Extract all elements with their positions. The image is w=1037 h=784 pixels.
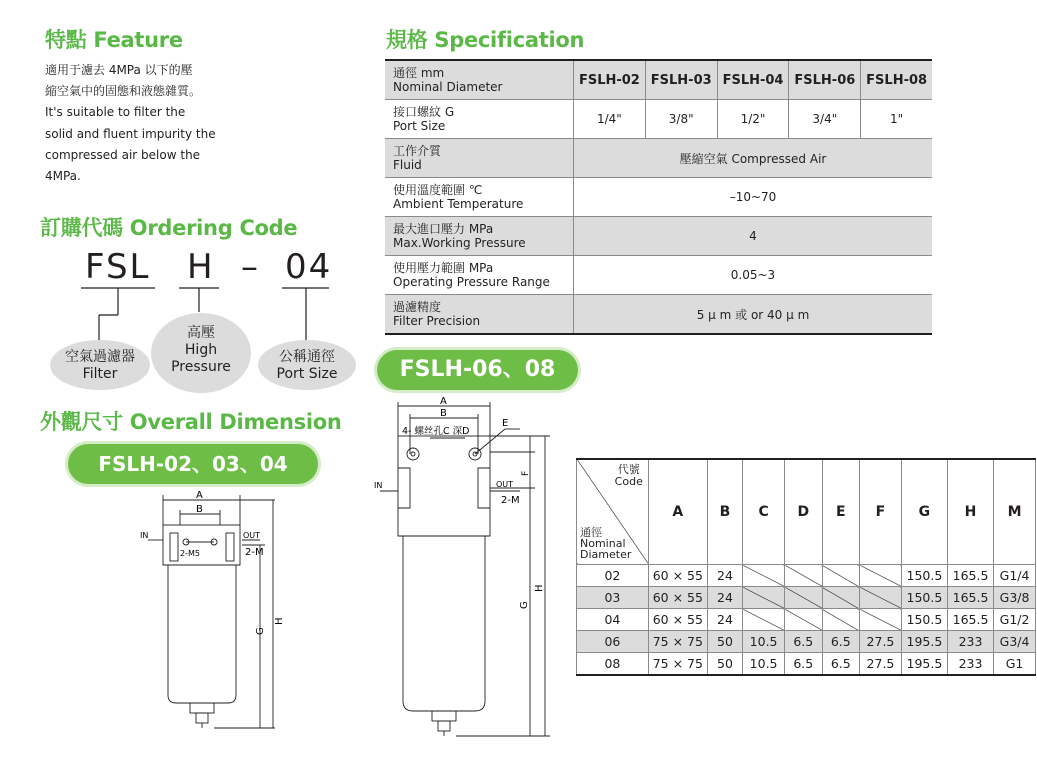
- dim-cell: G3/8: [994, 587, 1036, 609]
- dim-label-b: B: [440, 408, 447, 419]
- feature-line: compressed air below the: [45, 147, 201, 162]
- dim-col-header: A: [648, 459, 707, 565]
- feature-line: 適用于濾去 4MPa 以下的壓: [45, 63, 193, 77]
- mount-holes-label: 2-M5: [180, 549, 200, 558]
- dim-cell: 165.5: [947, 565, 993, 587]
- spec-port-value: 3/8": [645, 100, 717, 139]
- dim-cell: 195.5: [901, 653, 947, 676]
- overall-dimension-title: 外觀尺寸 Overall Dimension: [40, 410, 342, 434]
- dim-cell: 6.5: [822, 631, 860, 653]
- spec-row-fluid: [385, 139, 932, 178]
- ordering-code-title: 訂購代碼 Ordering Code: [40, 216, 298, 240]
- port-size-bubble: [258, 340, 356, 390]
- dim-cell-empty: [860, 587, 902, 609]
- spec-value: 4: [574, 217, 933, 256]
- dim-col-header: G: [901, 459, 947, 565]
- spec-label-en: Port Size: [393, 119, 446, 133]
- dim-label-b: B: [196, 504, 203, 515]
- dim-cell: 06: [577, 631, 649, 653]
- dim-label-h: H: [274, 617, 285, 625]
- spec-row-label: [385, 217, 574, 256]
- spec-row-label: [385, 100, 574, 139]
- dim-code-cn: 代號: [617, 463, 640, 476]
- port-label-cn: 公稱通徑: [279, 349, 335, 365]
- code-part-series: FSL: [85, 247, 151, 287]
- pressure-label-en1: High: [184, 342, 218, 358]
- spec-row-label: [385, 139, 574, 178]
- dim-cell: 27.5: [860, 631, 902, 653]
- spec-label-en: Ambient Temperature: [393, 197, 524, 211]
- dim-col-header: B: [707, 459, 742, 565]
- spec-model: FSLH-03: [645, 60, 717, 100]
- dim-cell: 150.5: [901, 587, 947, 609]
- filter-bubble: [50, 340, 150, 390]
- dim-cell-empty: [822, 609, 860, 631]
- dim-label-g: G: [255, 627, 266, 635]
- spec-label-cn: 使用溫度範圍 ℃: [393, 183, 483, 197]
- spec-label-cn: 最大進口壓力 MPa: [393, 222, 494, 236]
- spec-model: FSLH-06: [789, 60, 861, 100]
- dim-cell: G1/4: [994, 565, 1036, 587]
- dim-cell-empty: [860, 609, 902, 631]
- feature-line: It's suitable to filter the: [45, 105, 186, 120]
- spec-row-label: [385, 295, 574, 335]
- spec-header-row: [385, 60, 932, 100]
- dim-cell-empty: [785, 587, 823, 609]
- dim-diameter-cn: 通徑: [580, 526, 602, 539]
- dim-cell: 24: [707, 587, 742, 609]
- dim-row-06: [577, 631, 1036, 653]
- mount-holes-label: 4- 螺丝孔C 深D: [402, 426, 470, 437]
- dim-cell: 195.5: [901, 631, 947, 653]
- dim-cell-empty: [822, 587, 860, 609]
- code-part-port: 04: [285, 247, 333, 287]
- spec-value: –10~70: [574, 178, 933, 217]
- dimension-table: [576, 458, 1036, 676]
- code-part-dash: –: [241, 247, 260, 287]
- dim-cell: G1: [994, 653, 1036, 676]
- dim-cell-empty: [860, 565, 902, 587]
- spec-label-en: Max.Working Pressure: [393, 236, 526, 250]
- spec-model: FSLH-02: [574, 60, 646, 100]
- dim-row-03: [577, 587, 1036, 609]
- spec-label-cn: 過濾精度: [393, 300, 442, 314]
- dim-cell-empty: [785, 609, 823, 631]
- spec-label-cn: 接口螺紋 G: [393, 105, 455, 119]
- dim-label-g: G: [519, 601, 530, 609]
- dim-cell: 6.5: [785, 653, 823, 676]
- outlet-label: OUT: [243, 531, 261, 540]
- spec-port-value: 3/4": [789, 100, 861, 139]
- spec-row-max-pressure: [385, 217, 932, 256]
- spec-row-pressure-range: [385, 256, 932, 295]
- dim-label-a: A: [196, 490, 203, 501]
- spec-port-value: 1/2": [717, 100, 789, 139]
- dim-diameter-label: [580, 527, 631, 560]
- dim-row-08: [577, 653, 1036, 676]
- dim-cell: 165.5: [947, 609, 993, 631]
- dim-label-a: A: [440, 396, 447, 407]
- dim-cell: 03: [577, 587, 649, 609]
- dim-cell: 02: [577, 565, 649, 587]
- spec-header-cn: 通徑 mm: [393, 66, 445, 80]
- dim-code-label: [615, 464, 643, 488]
- dim-cell: 24: [707, 609, 742, 631]
- spec-row-label: [385, 178, 574, 217]
- dim-cell: 165.5: [947, 587, 993, 609]
- specification-table: [385, 59, 932, 335]
- feature-line: 縮空氣中的固態和液態雜質。: [45, 84, 202, 99]
- pressure-bubble: [151, 313, 251, 393]
- outlet-label: OUT: [496, 480, 514, 489]
- dim-cell-empty: [743, 609, 785, 631]
- dim-cell: 50: [707, 631, 742, 653]
- spec-label-en: Operating Pressure Range: [393, 275, 550, 289]
- spec-label-cn: 使用壓力範圍 MPa: [393, 261, 494, 275]
- spec-model: FSLH-08: [861, 60, 932, 100]
- spec-header-en: Nominal Diameter: [393, 80, 503, 94]
- spec-port-value: 1": [861, 100, 932, 139]
- dim-cell: 60 × 55: [648, 565, 707, 587]
- pressure-label-cn: 高壓: [187, 325, 215, 341]
- filter-drawing-large: [370, 396, 570, 741]
- spec-row-temperature: [385, 178, 932, 217]
- spec-label-cn: 工作介質: [393, 144, 442, 158]
- dim-cell: 233: [947, 653, 993, 676]
- dim-col-header: M: [994, 459, 1036, 565]
- dim-cell-empty: [743, 587, 785, 609]
- spec-value: 5 μ m 或 or 40 μ m: [574, 295, 933, 335]
- spec-label-en: Filter Precision: [393, 314, 481, 328]
- dim-label-e: E: [502, 418, 509, 429]
- spec-port-value: 1/4": [574, 100, 646, 139]
- dim-corner-header: [577, 459, 649, 565]
- port-label-en: Port Size: [276, 366, 338, 382]
- dim-cell: 150.5: [901, 609, 947, 631]
- specification-title: 規格 Specification: [386, 28, 585, 52]
- dim-cell: 60 × 55: [648, 609, 707, 631]
- spec-header-label: [385, 60, 574, 100]
- dim-cell: 150.5: [901, 565, 947, 587]
- model-badge-large: FSLH-06、08: [377, 350, 578, 390]
- dim-cell: G3/4: [994, 631, 1036, 653]
- pressure-label-en2: Pressure: [171, 359, 231, 375]
- spec-value: 0.05~3: [574, 256, 933, 295]
- spec-row-port-size: [385, 100, 932, 139]
- dim-cell: 10.5: [743, 631, 785, 653]
- feature-line: 4MPa.: [45, 169, 81, 184]
- spec-model: FSLH-04: [717, 60, 789, 100]
- dim-cell: 27.5: [860, 653, 902, 676]
- dim-cell: 75 × 75: [648, 653, 707, 676]
- dim-cell: G1/2: [994, 609, 1036, 631]
- dim-col-header: E: [822, 459, 860, 565]
- dim-cell: 6.5: [822, 653, 860, 676]
- dim-cell: 75 × 75: [648, 631, 707, 653]
- feature-line: solid and fluent impurity the: [45, 126, 216, 141]
- dim-label-h: H: [534, 584, 545, 592]
- code-part-pressure: H: [187, 247, 215, 287]
- dim-col-header: H: [947, 459, 993, 565]
- dim-row-04: [577, 609, 1036, 631]
- port-thread-label: 2-M: [245, 547, 264, 558]
- dim-cell: 10.5: [743, 653, 785, 676]
- dim-cell: 60 × 55: [648, 587, 707, 609]
- filter-drawing-small: [130, 485, 300, 735]
- dim-col-header: F: [860, 459, 902, 565]
- dim-header-row: [577, 459, 1036, 565]
- dim-cell: 6.5: [785, 631, 823, 653]
- dim-cell-empty: [743, 565, 785, 587]
- filter-label-cn: 空氣過濾器: [65, 349, 135, 365]
- port-thread-label: 2-M: [501, 495, 520, 506]
- inlet-label: IN: [140, 531, 149, 540]
- dim-cell: 24: [707, 565, 742, 587]
- inlet-label: IN: [374, 481, 383, 490]
- feature-title: 特點 Feature: [45, 28, 183, 52]
- dim-label-f: F: [521, 470, 531, 476]
- model-badge-small: FSLH-02、03、04: [68, 444, 318, 484]
- dim-cell: 233: [947, 631, 993, 653]
- dim-cell: 04: [577, 609, 649, 631]
- dim-cell: 50: [707, 653, 742, 676]
- dim-col-header: D: [785, 459, 823, 565]
- spec-row-precision: [385, 295, 932, 335]
- dim-code-en: Code: [614, 475, 643, 488]
- dim-cell-empty: [785, 565, 823, 587]
- dim-diameter-en2: Diameter: [580, 548, 632, 561]
- dim-cell: 08: [577, 653, 649, 676]
- dim-col-header: C: [743, 459, 785, 565]
- spec-label-en: Fluid: [393, 158, 422, 172]
- dim-cell-empty: [822, 565, 860, 587]
- dim-diameter-en1: Nominal: [580, 537, 626, 550]
- dim-row-02: [577, 565, 1036, 587]
- spec-row-label: [385, 256, 574, 295]
- spec-value: 壓縮空氣 Compressed Air: [574, 139, 933, 178]
- filter-label-en: Filter: [82, 366, 118, 382]
